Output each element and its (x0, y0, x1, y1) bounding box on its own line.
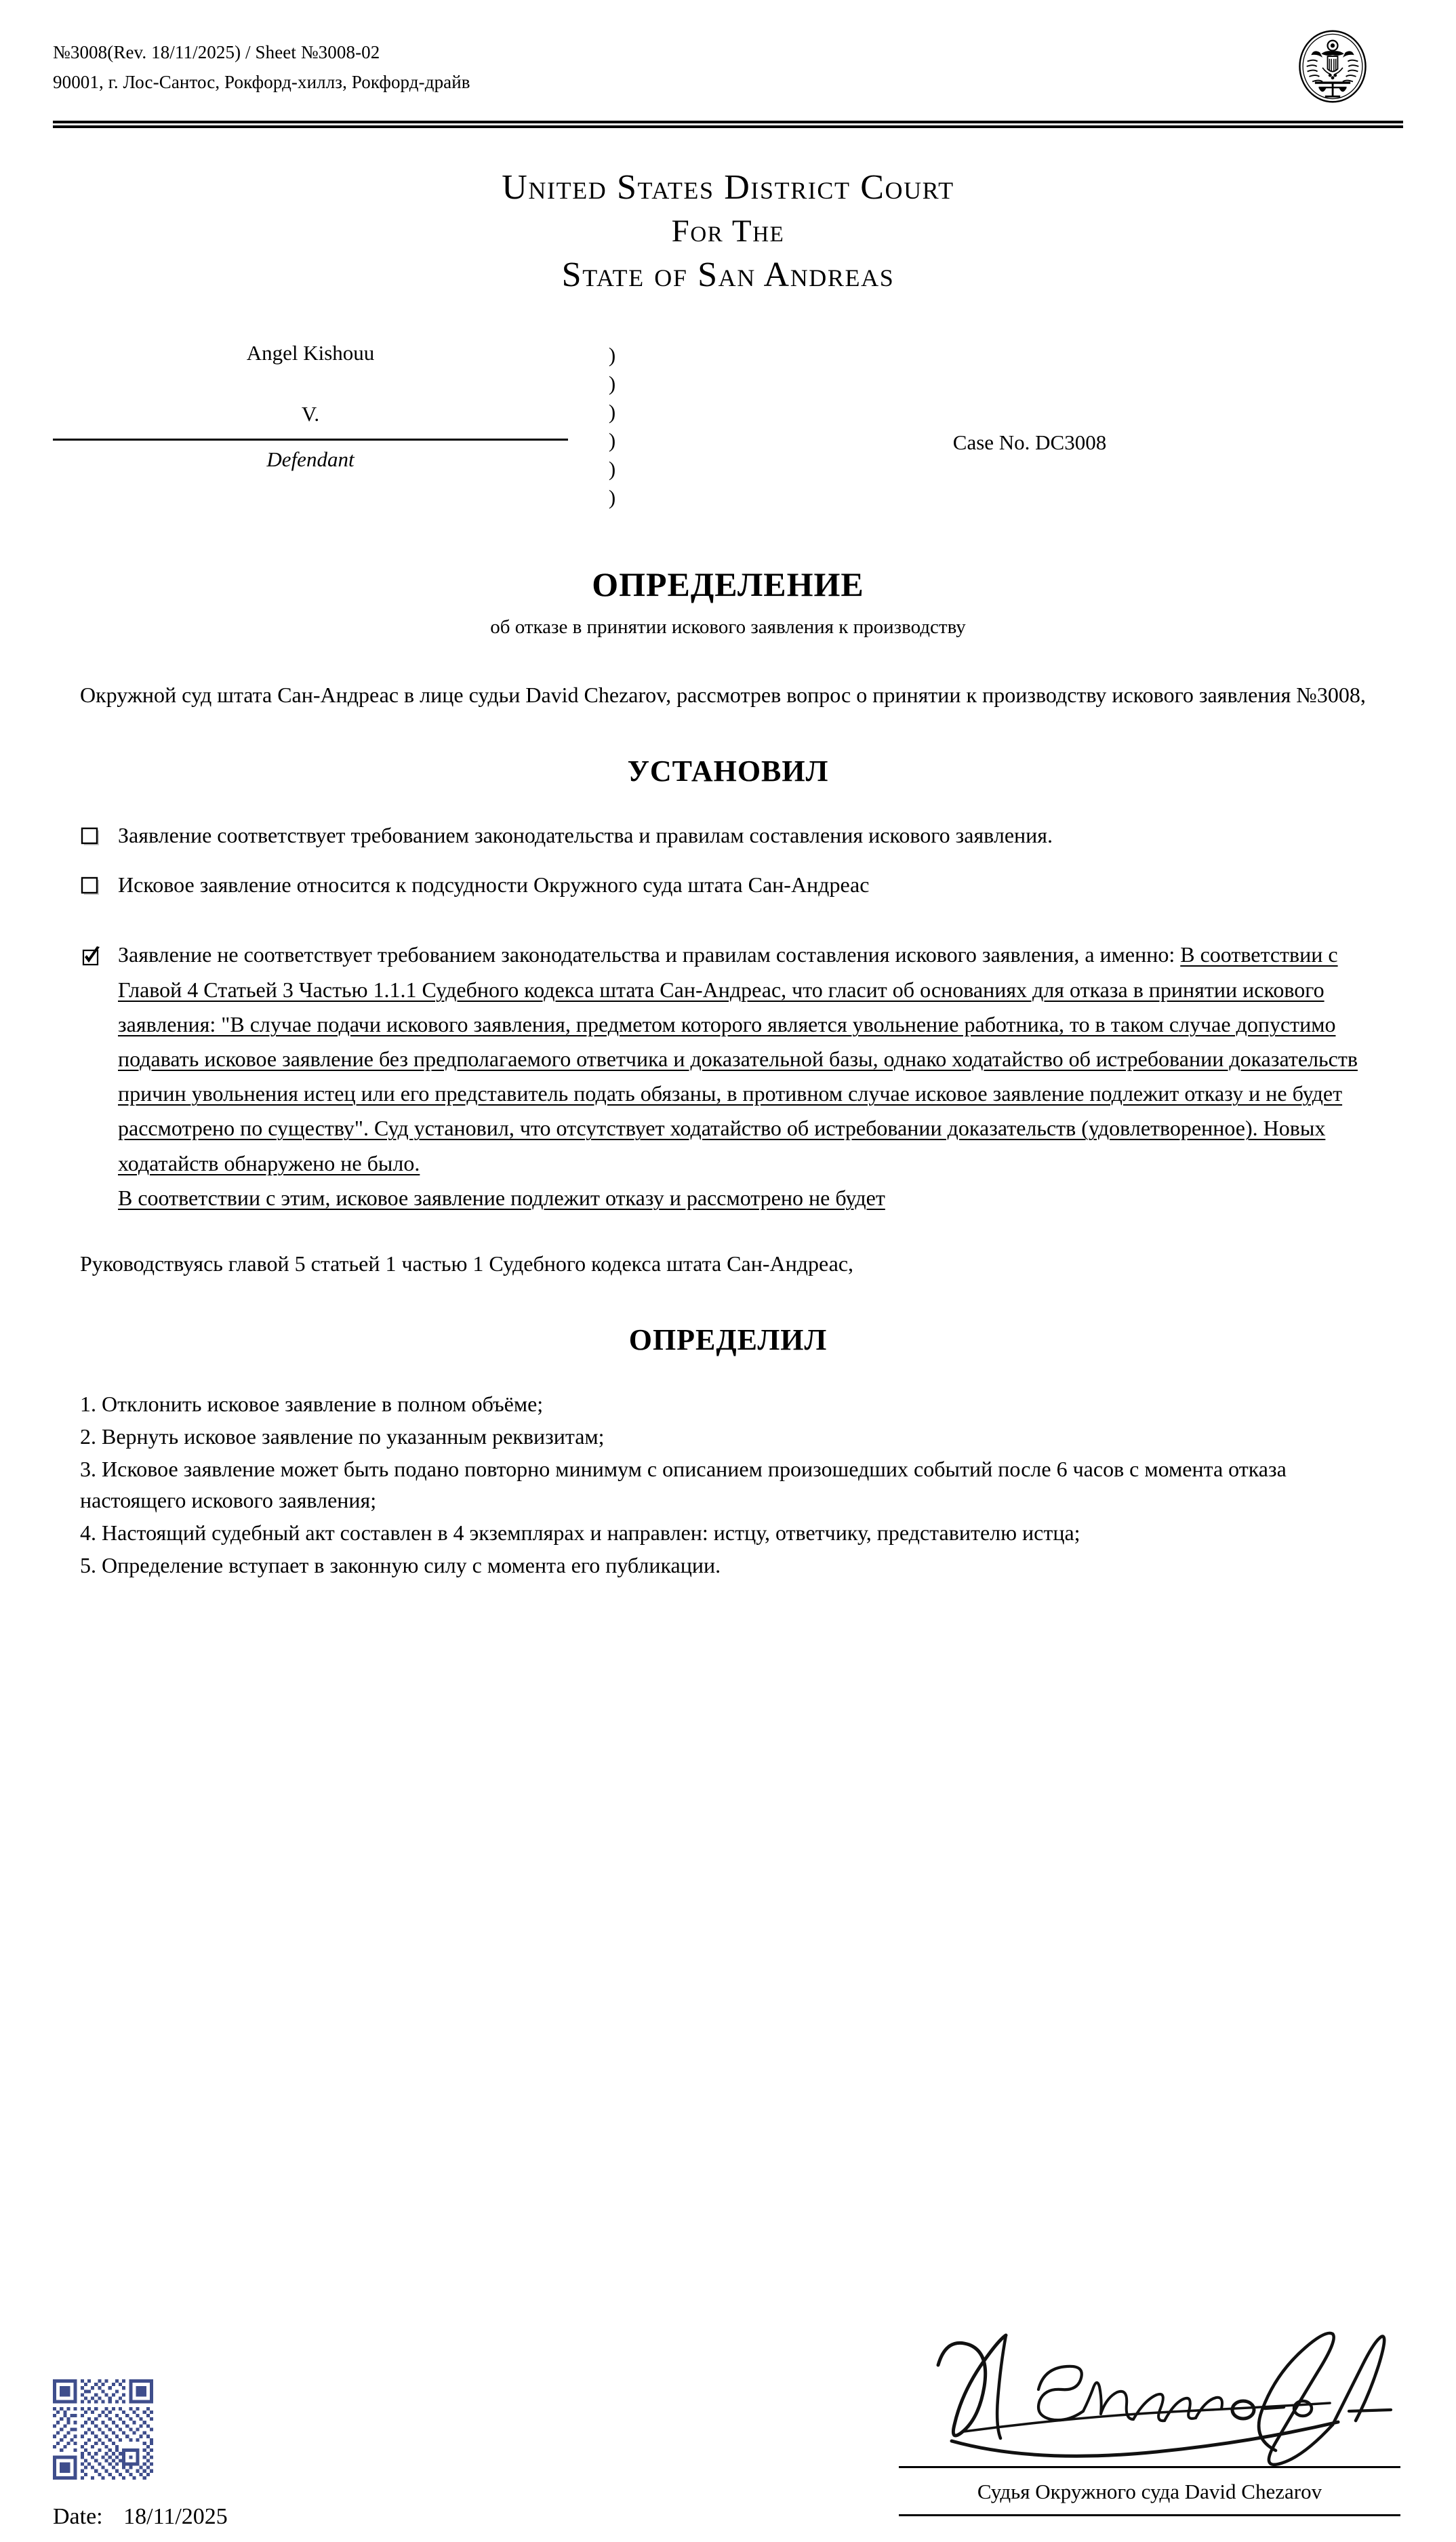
section-heading-ordered: ОПРЕДЕЛИЛ (628, 1323, 828, 1356)
document-footer (0, 2251, 1456, 2542)
finding-item (80, 818, 1376, 853)
handwritten-signature-icon (899, 2324, 1400, 2470)
finding-item (80, 868, 1376, 902)
guided-by-paragraph: Руководствуясь главой 5 статьей 1 частью 1 Судебного кодекса штата Сан-Андреас, (80, 1251, 854, 1276)
checkbox-unchecked-icon[interactable] (80, 825, 103, 848)
caption-paren: ) (608, 343, 616, 367)
date-line (53, 2504, 228, 2530)
date-value: 18/11/2025 (123, 2504, 228, 2529)
form-number-line: №3008(Rev. 18/11/2025) / Sheet №3008-02 (53, 42, 380, 62)
court-title-line-3: State of San Andreas (561, 255, 895, 294)
finding-lead-text: Заявление не соответствует требованием законодательства и правилам составления искового заявления, а именно: (118, 942, 1181, 967)
intro-section (0, 678, 1456, 713)
findings-list (0, 818, 1456, 1215)
order-item: 2. Вернуть исковое заявление по указанным реквизитам; (80, 1424, 605, 1449)
qr-code-icon[interactable] (53, 2379, 153, 2480)
caption-paren: ) (608, 371, 616, 396)
order-item: 4. Настоящий судебный акт составлен в 4 экземплярах и направлен: истцу, ответчику, представителю истца; (80, 1520, 1080, 1546)
finding-text: Заявление соответствует требованием законодательства и правилам составления искового заявления. (118, 823, 1053, 848)
defendant-label: Defendant (266, 447, 355, 472)
finding-underlined-text: В соответствии с Главой 4 Статьей 3 Частью 1.1.1 Судебного кодекса штата Сан-Андреас, что гласит об основаниях для отказа в принятии искового заявления: "В случае подачи искового заявления, предметом которого является увольнение работника, то в таком случае допустимо подавать исковое заявление без предполагаемого ответчика и доказательной базы, однако ходатайство об истребовании доказательств причин увольнения истец или его представитель подать обязаны, в противном случае исковое заявление подлежит отказу и не будет рассмотрено по существу". Суд установил, что отсутствует ходатайство об истребовании доказательств (удовлетворенное). Новых ходатайств обнаружено не было. (118, 942, 1358, 1175)
court-title-line-2: For The (671, 213, 785, 249)
document-title: ОПРЕДЕЛЕНИЕ (592, 565, 864, 604)
date-label: Date: (53, 2504, 103, 2529)
finding-text (118, 937, 1376, 1215)
plaintiff-name: Angel Kishouu (246, 341, 375, 365)
document-header (0, 0, 1456, 104)
caption-paren: ) (608, 457, 616, 481)
order-list (0, 1388, 1456, 1581)
finding-item-selected (80, 937, 1376, 1215)
document-subtitle: об отказе в принятии искового заявления к производству (490, 616, 966, 639)
caption-paren: ) (608, 428, 616, 453)
finding-underlined-conclusion: В соответствии с этим, исковое заявление подлежит отказу и рассмотрено не будет (118, 1185, 885, 1210)
court-seal-icon (1295, 28, 1371, 104)
court-title (0, 165, 1456, 298)
order-item: 1. Отклонить исковое заявление в полном объёме; (80, 1391, 544, 1416)
caption-paren-column (568, 336, 656, 512)
intro-paragraph: Окружной суд штата Сан-Андреас в лице судьи David Chezarov, рассмотрев вопрос о принятии к производству искового заявления №3008, (80, 683, 1366, 708)
signature-rule-bottom (899, 2514, 1400, 2516)
caption-paren: ) (608, 485, 616, 510)
caption-parties (53, 336, 568, 470)
case-number: Case No. DC3008 (952, 430, 1107, 455)
finding-text: Исковое заявление относится к подсудности Окружного суда штата Сан-Андреас (118, 872, 870, 897)
signature-block (899, 2324, 1400, 2516)
checkbox-unchecked-icon[interactable] (80, 874, 103, 897)
versus-label: V. (301, 402, 320, 426)
header-text-block (53, 38, 470, 97)
caption-paren: ) (608, 400, 616, 424)
order-item: 5. Определение вступает в законную силу с момента его публикации. (80, 1553, 721, 1578)
order-item: 3. Исковое заявление может быть подано повторно минимум с описанием произошедших событий после 6 часов с момента отказа настоящего искового заявления; (80, 1456, 1287, 1513)
case-caption (0, 336, 1456, 512)
header-divider (53, 121, 1403, 128)
checkbox-checked-icon[interactable] (80, 944, 103, 967)
section-heading-found: УСТАНОВИЛ (627, 754, 829, 788)
court-address-line: 90001, г. Лос-Сантос, Рокфорд-хиллз, Рокфорд-драйв (53, 71, 470, 92)
signature-caption: Судья Окружного суда David Chezarov (977, 2480, 1322, 2504)
court-title-line-1: United States District Court (502, 168, 954, 207)
